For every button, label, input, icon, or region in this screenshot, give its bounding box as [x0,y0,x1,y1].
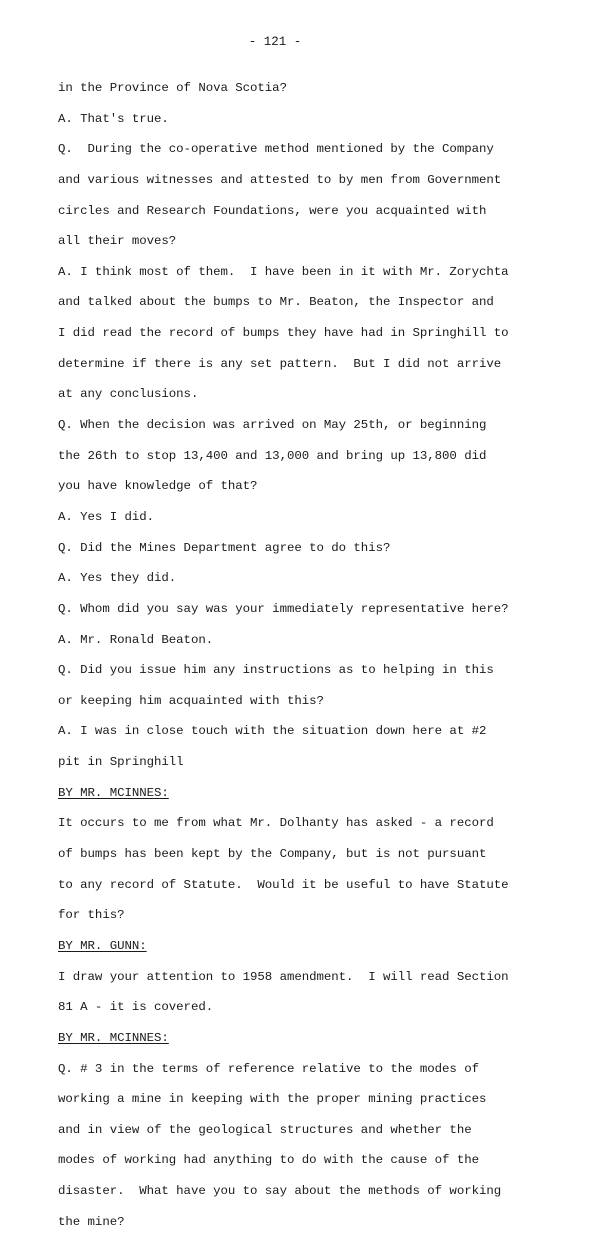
answer-line: A. I was in close touch with the situation down here at #2 [58,724,487,739]
transcript-line: for this? [58,908,125,923]
transcript-line: in the Province of Nova Scotia? [58,81,287,95]
speaker-heading: BY MR. MCINNES: [58,1030,169,1045]
transcript-line: of bumps has been kept by the Company, but is not pursuant [58,847,487,862]
transcript-line: modes of working had anything to do with the cause of the [58,1153,479,1168]
transcript-line: I draw your attention to 1958 amendment. I will read Section [58,969,509,984]
transcript-line: and in view of the geological structures and whether the [58,1122,472,1137]
answer-line: A. Mr. Ronald Beaton. [58,632,214,647]
question-line: Q. During the co-operative method mentioned by the Company [58,142,494,157]
transcript-line: circles and Research Foundations, were you acquainted with [58,203,487,218]
transcript-line: you have knowledge of that? [58,479,258,494]
transcript-line: 81 A - it is covered. [58,1000,214,1015]
speaker-heading-line [58,1028,578,1059]
question-line: Q. Whom did you say was your immediately representative here? [58,601,509,616]
answer-line: A. I think most of them. I have been in it with Mr. Zorychta [58,264,509,279]
transcript-line: and various witnesses and attested to by men from Government [58,172,502,187]
question-line: Q. Did you issue him any instructions as to helping in this [58,663,494,678]
transcript-line: to any record of Statute. Would it be useful to have Statute [58,877,509,892]
transcript-line: determine if there is any set pattern. But I did not arrive [58,356,502,371]
transcript-body [58,78,578,1242]
question-line: Q. When the decision was arrived on May 25th, or beginning [58,418,487,433]
speaker-heading: BY MR. GUNN: [58,938,147,953]
transcript-line: working a mine in keeping with the proper mining practices [58,1092,487,1107]
question-line: Q. Did the Mines Department agree to do this? [58,540,391,555]
transcript-line: pit in Springhill [58,755,184,770]
speaker-heading-line [58,936,578,967]
page-number: - 121 - [248,35,302,49]
transcript-line: I did read the record of bumps they have had in Springhill to [58,326,509,341]
answer-line: A. Yes they did. [58,571,177,586]
transcript-line: all their moves? [58,234,177,249]
transcript-line: at any conclusions. [58,387,199,402]
answer-line: A. That's true. [58,111,169,126]
answer-line: A. Yes I did. [58,509,155,524]
transcript-line: the mine? [58,1214,125,1229]
speaker-heading-line [58,783,578,814]
transcript-line: the 26th to stop 13,400 and 13,000 and bring up 13,800 did [58,448,487,463]
question-line: Q. # 3 in the terms of reference relative to the modes of [58,1061,479,1076]
transcript-line: disaster. What have you to say about the methods of working [58,1184,502,1199]
speaker-heading: BY MR. MCINNES: [58,785,169,800]
transcript-line: or keeping him acquainted with this? [58,693,324,708]
transcript-line: and talked about the bumps to Mr. Beaton, the Inspector and [58,295,494,310]
transcript-line: It occurs to me from what Mr. Dolhanty has asked - a record [58,816,494,831]
